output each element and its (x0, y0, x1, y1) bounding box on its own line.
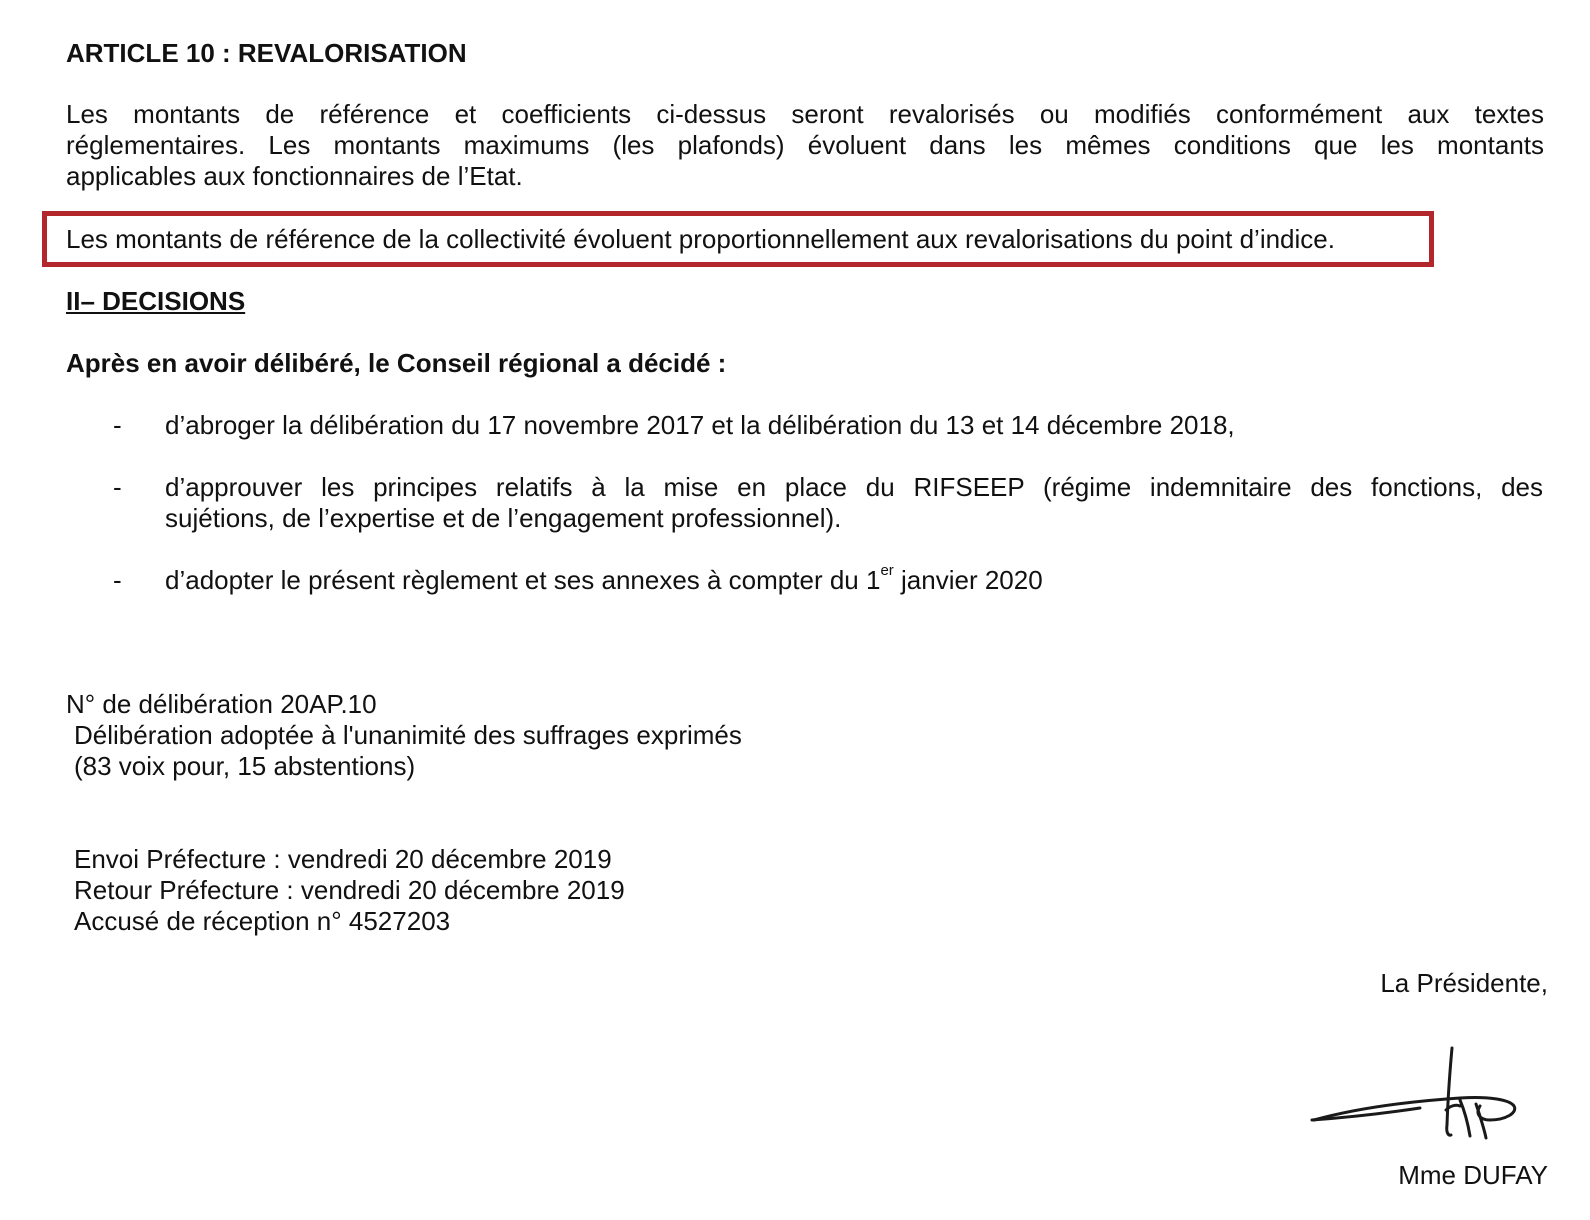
decision-text: d’adopter le présent règlement et ses annexes à compter du 1 (165, 565, 881, 595)
article-title: ARTICLE 10 : REVALORISATION (66, 38, 467, 68)
paragraph-line: Les montants de référence et coefficients ci-dessus seront revalorisés ou modifiés conformément aux textes (66, 99, 1544, 129)
decision-text: janvier 2020 (893, 565, 1043, 595)
highlighted-paragraph: Les montants de référence de la collectivité évoluent proportionnellement aux revalorisations du point d’indice. (66, 224, 1335, 254)
article-paragraph (66, 99, 1544, 192)
signatory-name: Mme DUFAY (1398, 1160, 1548, 1190)
signatory-role: La Présidente, (1380, 968, 1548, 998)
decision-line: d’approuver les principes relatifs à la mise en place du RIFSEEP (régime indemnitaire des fonctions, des (165, 472, 1543, 502)
deliberation-votes: (83 voix pour, 15 abstentions) (74, 751, 416, 781)
ordinal-superscript: er (880, 562, 894, 580)
bullet-dash: - (113, 565, 122, 595)
deliberation-number: N° de délibération 20AP.10 (66, 689, 377, 719)
paragraph-line: applicables aux fonctionnaires de l’Etat. (66, 161, 523, 191)
decision-item (165, 562, 1043, 596)
signature-image (1300, 1040, 1540, 1160)
decisions-intro: Après en avoir délibéré, le Conseil régional a décidé : (66, 348, 727, 378)
envoi-prefecture: Envoi Préfecture : vendredi 20 décembre 2019 (74, 844, 612, 874)
decision-line (165, 562, 1043, 596)
accuse-reception: Accusé de réception n° 4527203 (74, 906, 451, 936)
paragraph-line: réglementaires. Les montants maximums (les plafonds) évoluent dans les mêmes conditions que les montants (66, 130, 1544, 160)
decision-item (165, 472, 1543, 534)
decision-item (165, 410, 1235, 441)
deliberation-adopted: Délibération adoptée à l'unanimité des suffrages exprimés (74, 720, 742, 750)
decision-line: d’abroger la délibération du 17 novembre 2017 et la délibération du 13 et 14 décembre 2018, (165, 410, 1235, 440)
bullet-dash: - (113, 410, 122, 440)
section-title: II– DECISIONS (66, 286, 246, 316)
retour-prefecture: Retour Préfecture : vendredi 20 décembre 2019 (74, 875, 625, 905)
bullet-dash: - (113, 472, 122, 502)
decision-line: sujétions, de l’expertise et de l’engagement professionnel). (165, 503, 842, 533)
